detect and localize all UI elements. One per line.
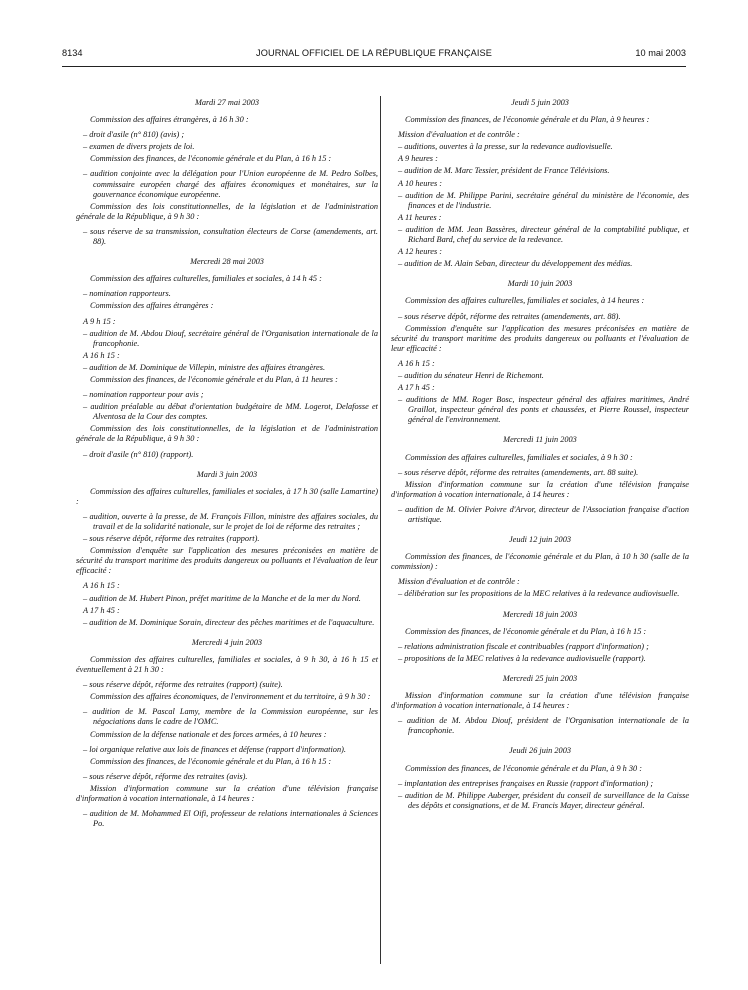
- day-heading: Jeudi 26 juin 2003: [509, 746, 571, 756]
- agenda-item: – auditions de MM. Roger Bosc, inspecteur général des affaires maritimes, André Graillot, inspecteur général des ponts et chaussées, et Pierre Roussel, inspecteur général de l'environnement.: [398, 395, 689, 425]
- commission-line: Commission des affaires culturelles, familiales et sociales, à 9 h 30, à 16 h 15 et éventuellement à 21 h 30 :: [76, 654, 378, 675]
- day-heading: Mardi 10 juin 2003: [507, 279, 573, 289]
- day-heading: Jeudi 12 juin 2003: [509, 535, 571, 545]
- spacer: [76, 249, 378, 257]
- time-slot: A 17 h 45 :: [83, 605, 120, 615]
- day-heading: Mardi 27 mai 2003: [195, 98, 259, 107]
- time-slot: A 16 h 15 :: [83, 581, 120, 591]
- commission-line: Commission des finances, de l'économie générale et du Plan, à 16 h 15 :: [405, 626, 647, 636]
- agenda-item: – audition du sénateur Henri de Richemont.: [398, 370, 544, 380]
- issue-date: 10 mai 2003: [635, 48, 686, 58]
- agenda-item: – audition de M. Philippe Auberger, président du conseil de surveillance de la Caisse des dépôts et consignations, et de M. Francis Mayer, directeur général.: [398, 790, 689, 810]
- day-heading: Mercredi 28 mai 2003: [190, 257, 264, 267]
- commission-line: Commission des finances, de l'économie générale et du Plan, à 16 h 15 :: [90, 154, 332, 164]
- agenda-item: – sous réserve dépôt, réforme des retraites (avis).: [83, 771, 248, 781]
- time-slot: A 9 h 15 :: [83, 316, 116, 326]
- agenda-item: – audition de M. Philippe Parini, secrétaire général du ministère de l'économie, des finances et de l'industrie.: [398, 190, 689, 210]
- agenda-item: – examen de divers projets de loi.: [83, 142, 195, 152]
- spacer: [391, 738, 689, 746]
- agenda-item: – sous réserve dépôt, réforme des retraites (amendements, art. 88 suite).: [398, 467, 639, 477]
- right-column: [391, 98, 689, 813]
- day-heading: Jeudi 5 juin 2003: [511, 98, 569, 107]
- spacer: [76, 462, 378, 470]
- agenda-item: – auditions, ouvertes à la presse, sur la redevance audiovisuelle.: [398, 142, 613, 152]
- left-column: [76, 98, 378, 831]
- agenda-item: – audition conjointe avec la délégation pour l'Union européenne de M. Pedro Solbes, commissaire européen chargé des affaires économiques et monétaires, sur la gouvernance économique européenne.: [83, 169, 378, 199]
- column-divider: [380, 96, 381, 964]
- agenda-item: – audition de MM. Jean Bassères, directeur général de la comptabilité publique, et Richard Bard, chef du service de la redevance.: [398, 224, 689, 245]
- commission-line: Commission des finances, de l'économie générale et du Plan, à 16 h 15 :: [90, 756, 332, 766]
- commission-line: Commission d'enquête sur l'application des mesures préconisées en matière de sécurité du transport maritime des produits dangereux ou polluants et l'évaluation de leur efficacité :: [76, 546, 378, 576]
- agenda-item: – implantation des entreprises françaises en Russie (rapport d'information) ;: [398, 778, 654, 788]
- agenda-item: – audition préalable au débat d'orientation budgétaire de MM. Logerot, Delafosse et Alventosa de la Cour des comptes.: [83, 402, 378, 422]
- agenda-item: – sous réserve de sa transmission, consultation électeurs de Corse (amendements, art. 88).: [83, 226, 378, 247]
- agenda-item: – audition de M. Abdou Diouf, président de l'Organisation internationale de la francophonie.: [398, 716, 689, 736]
- agenda-item: – nomination rapporteur pour avis ;: [83, 390, 204, 400]
- commission-line: Commission des finances, de l'économie générale et du Plan, à 9 heures :: [405, 115, 650, 125]
- journal-title: JOURNAL OFFICIEL DE LA RÉPUBLIQUE FRANÇAISE: [256, 48, 492, 58]
- agenda-item: – sous réserve dépôt, réforme des retraites (rapport).: [83, 534, 260, 544]
- agenda-item: – propositions de la MEC relatives à la redevance audiovisuelle (rapport).: [398, 653, 646, 663]
- time-slot: Mission d'évaluation et de contrôle :: [398, 577, 520, 587]
- commission-line: Mission d'information commune sur la création d'une télévision française d'information à vocation internationale, à 14 heures :: [76, 783, 378, 803]
- agenda-item: – audition, ouverte à la presse, de M. François Fillon, ministre des affaires sociales, du travail et de la solidarité nationale, sur le projet de loi de réforme des retraites ;: [83, 511, 378, 531]
- commission-line: Commission de la défense nationale et des forces armées, à 10 heures :: [90, 729, 327, 739]
- commission-line: Commission des lois constitutionnelles, de la législation et de l'administration générale de la République, à 9 h 30 :: [76, 424, 378, 444]
- commission-line: Commission des affaires économiques, de l'environnement et du territoire, à 9 h 30 :: [90, 692, 371, 702]
- agenda-item: – audition de M. Pascal Lamy, membre de la Commission européenne, sur les négociations dans le cadre de l'OMC.: [83, 707, 378, 727]
- spacer: [391, 271, 689, 279]
- agenda-item: – droit d'asile (n° 810) (rapport).: [83, 449, 194, 459]
- commission-line: Commission des finances, de l'économie générale et du Plan, à 10 h 30 (salle de la commission) :: [391, 552, 689, 572]
- commission-line: Commission des affaires étrangères, à 16 h 30 :: [90, 115, 249, 125]
- page-number: 8134: [62, 48, 83, 58]
- commission-line: Commission des lois constitutionnelles, de la législation et de l'administration générale de la République, à 9 h 30 :: [76, 201, 378, 221]
- commission-line: Commission des affaires culturelles, familiales et sociales, à 14 heures :: [405, 296, 645, 306]
- agenda-item: – sous réserve dépôt, réforme des retraites (amendements, art. 88).: [398, 311, 621, 321]
- agenda-item: – audition de M. Olivier Poivre d'Arvor, directeur de l'Association française d'action artistique.: [398, 504, 689, 524]
- commission-line: Commission d'enquête sur l'application des mesures préconisées en matière de sécurité du transport maritime des produits dangereux ou polluants et l'évaluation de leur efficacité :: [391, 323, 689, 353]
- spacer: [391, 527, 689, 535]
- time-slot: Mission d'évaluation et de contrôle :: [398, 130, 520, 140]
- agenda-item: – relations administration fiscale et contribuables (rapport d'information) ;: [398, 641, 649, 651]
- time-slot: A 16 h 15 :: [398, 358, 435, 368]
- day-heading: Mardi 3 juin 2003: [196, 469, 258, 479]
- spacer: [391, 666, 689, 674]
- agenda-item: – audition de M. Dominique de Villepin, ministre des affaires étrangères.: [83, 362, 326, 372]
- day-heading: Mercredi 11 juin 2003: [503, 435, 577, 445]
- agenda-item: – audition de M. Marc Tessier, président de France Télévisions.: [398, 166, 610, 176]
- time-slot: A 10 heures :: [398, 178, 443, 188]
- commission-line: Commission des affaires culturelles, familiales et sociales, à 14 h 45 :: [90, 274, 322, 284]
- agenda-item: – nomination rapporteurs.: [83, 289, 171, 299]
- time-slot: A 12 heures :: [398, 247, 443, 257]
- commission-line: Mission d'information commune sur la création d'une télévision française d'information à vocation internationale, à 14 heures :: [391, 479, 689, 499]
- spacer: [391, 602, 689, 610]
- agenda-item: – sous réserve dépôt, réforme des retraites (rapport) (suite).: [83, 680, 283, 690]
- commission-line: Commission des finances, de l'économie générale et du Plan, à 11 heures :: [90, 374, 338, 384]
- agenda-item: – audition de M. Dominique Sorain, directeur des pêches maritimes et de l'aquaculture.: [83, 617, 375, 627]
- agenda-item: – délibération sur les propositions de la MEC relatives à la redevance audiovisuelle.: [398, 589, 680, 599]
- running-header: [62, 48, 686, 62]
- agenda-item: – droit d'asile (n° 810) (avis) ;: [83, 130, 185, 140]
- day-heading: Mercredi 18 juin 2003: [502, 609, 578, 619]
- commission-line: Commission des affaires étrangères :: [90, 301, 214, 311]
- time-slot: A 16 h 15 :: [83, 350, 120, 360]
- agenda-item: – audition de M. Abdou Diouf, secrétaire général de l'Organisation internationale de la francophonie.: [83, 328, 378, 348]
- spacer: [391, 427, 689, 435]
- day-heading: Mercredi 4 juin 2003: [191, 637, 263, 647]
- header-rule: [62, 66, 686, 67]
- time-slot: A 9 heures :: [398, 154, 438, 164]
- agenda-item: – audition de M. Alain Seban, directeur du développement des médias.: [398, 259, 633, 269]
- agenda-item: – audition de M. Mohammed El Oifi, professeur de relations internationales à Sciences Po.: [83, 809, 378, 829]
- time-slot: A 11 heures :: [398, 212, 442, 222]
- agenda-item: – loi organique relative aux lois de finances et défense (rapport d'information).: [83, 744, 346, 754]
- spacer: [76, 630, 378, 638]
- time-slot: A 17 h 45 :: [398, 383, 435, 393]
- agenda-item: – audition de M. Hubert Pinon, préfet maritime de la Manche et de la mer du Nord.: [83, 593, 361, 603]
- day-heading: Mercredi 25 juin 2003: [502, 673, 578, 683]
- commission-line: Commission des finances, de l'économie générale et du Plan, à 9 h 30 :: [405, 763, 643, 773]
- commission-line: Mission d'information commune sur la création d'une télévision française d'information à vocation internationale, à 14 heures :: [391, 691, 689, 711]
- commission-line: Commission des affaires culturelles, familiales et sociales, à 17 h 30 (salle Lamartine) :: [76, 486, 378, 506]
- commission-line: Commission des affaires culturelles, familiales et sociales, à 9 h 30 :: [405, 452, 633, 462]
